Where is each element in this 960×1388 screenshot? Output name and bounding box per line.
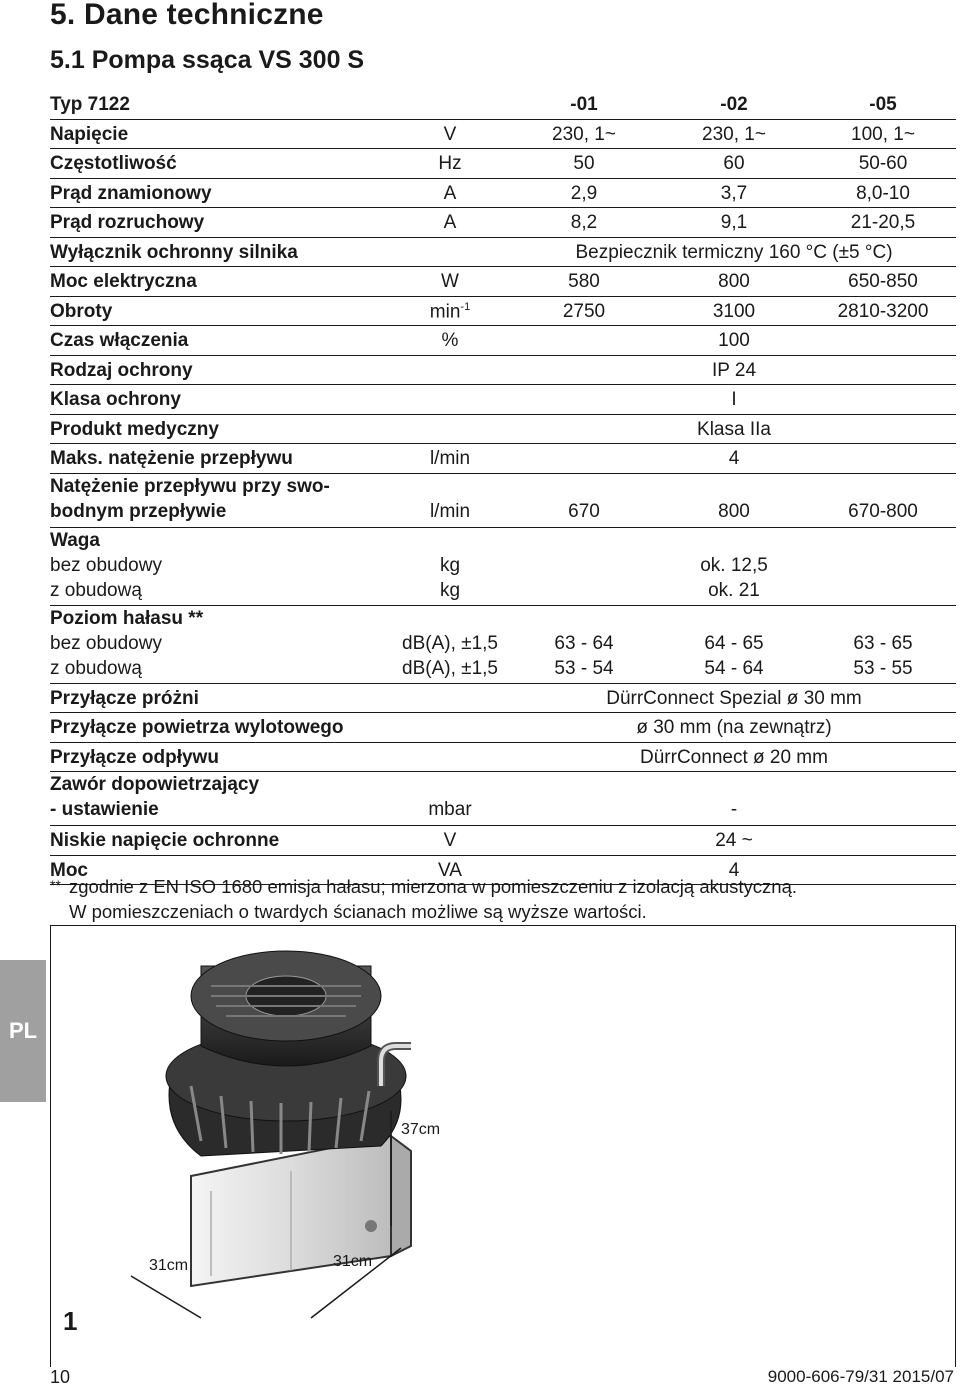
row-label: Obroty — [50, 300, 113, 322]
table-row: Zawór dopowietrzający - ustawienie mbar - — [50, 772, 956, 826]
table-row: Klasa ochrony I — [50, 385, 956, 415]
table-row: Natężenie przepływu przy swo- bodnym przepływie l/min 670 800 670-800 — [50, 474, 956, 528]
row-label: Przyłącze odpływu — [50, 746, 219, 768]
row-label: Niskie napięcie ochronne — [50, 830, 280, 851]
height-dimension-label: 37cm — [401, 1121, 441, 1138]
row-label: Przyłącze powietrza wylotowego — [50, 717, 344, 738]
sub-row-label: bez obudowy — [50, 632, 162, 654]
table-row: Przyłącze próżni DürrConnect Spezial ø 30 mm — [50, 684, 956, 714]
table-row: Obroty $\min^{-1}$ 2750 3100 2810-3200 — [50, 297, 956, 327]
row-label: Czas włączenia — [50, 330, 189, 351]
spec-table — [50, 90, 956, 885]
row-label-line1: Zawór dopowietrzający — [50, 774, 260, 795]
table-row: Częstotliwość Hz 50 60 50-60 — [50, 149, 956, 179]
header-type-label: Typ 7122 — [50, 94, 130, 115]
row-label: Moc elektryczna — [50, 271, 197, 292]
row-label-line2: - ustawienie — [50, 799, 159, 820]
language-tab: PL — [0, 960, 46, 1102]
row-label: Częstotliwość — [50, 153, 177, 174]
row-label: Maks. natężenie przepływu — [50, 448, 293, 469]
table-row: Moc elektryczna W 580 800 650-850 — [50, 267, 956, 297]
row-label-line1: Natężenie przepływu przy swo- — [50, 475, 330, 497]
page-title: 5. Dane techniczne — [50, 0, 324, 31]
figure-number: 1 — [63, 1306, 78, 1336]
pump-motor-body — [166, 951, 406, 1156]
table-row: Napięcie V 230, 1~ 230, 1~ 100, 1~ — [50, 120, 956, 150]
document-reference: 9000-606-79/31 2015/07 — [767, 1367, 954, 1386]
table-row: Przyłącze odpływu DürrConnect ø 20 mm — [50, 743, 956, 773]
table-row: Prąd rozruchowy A 8,2 9,1 21-20,5 — [50, 208, 956, 238]
footnote-line-1: zgodnie z EN ISO 1680 emisja hałasu; mierzona w pomieszczeniu z izolacją akustyczną. — [69, 876, 798, 897]
footnote — [50, 873, 797, 924]
page-number: 10 — [50, 1367, 71, 1387]
row-label: Produkt medyczny — [50, 418, 219, 440]
row-label-line2: bodnym przepływie — [50, 500, 227, 522]
row-label: Przyłącze próżni — [50, 687, 199, 709]
footnote-line-2: W pomieszczeniach o twardych ścianach możliwe są wyższe wartości. — [69, 901, 647, 922]
pump-illustration — [51, 926, 957, 1366]
table-header-row: Typ 7122 -01 -02 -05 — [50, 90, 956, 120]
group-label: Poziom hałasu ** — [50, 607, 204, 629]
row-label: Prąd znamionowy — [50, 182, 212, 204]
table-row: Czas włączenia % 100 — [50, 326, 956, 356]
table-row: Wyłącznik ochronny silnika Bezpiecznik termiczny 160 °C (±5 °C) — [50, 238, 956, 268]
figure-frame — [50, 925, 956, 1367]
section-subtitle: 5.1 Pompa ssąca VS 300 S — [50, 46, 365, 74]
row-label: Moc — [50, 859, 88, 881]
row-label: Klasa ochrony — [50, 389, 181, 410]
sub-row-label: bez obudowy — [50, 554, 162, 576]
row-label: Wyłącznik ochronny silnika — [50, 241, 298, 263]
sub-row-label: z obudową — [50, 657, 142, 679]
table-row-group: Poziom hałasu ** bez obudowy dB(A), ±1,5 63 - 64 64 - 65 63 - 65 z obudową dB(A), ±1,5 53 - 54 54 - 64 53 - 55 — [50, 606, 956, 684]
table-row: Moc VA 4 — [50, 856, 956, 886]
table-row: Prąd znamionowy A 2,9 3,7 8,0-10 — [50, 179, 956, 209]
row-label: Prąd rozruchowy — [50, 212, 205, 233]
table-row: Produkt medyczny Klasa IIa — [50, 415, 956, 445]
row-label: Rodzaj ochrony — [50, 359, 193, 381]
table-row: Przyłącze powietrza wylotowego ø 30 mm (na zewnątrz) — [50, 713, 956, 743]
depth-dimension-label: 31cm — [149, 1257, 189, 1274]
sub-row-label: z obudową — [50, 579, 142, 601]
width-dimension-label: 31cm — [333, 1253, 373, 1270]
pump-base-housing — [191, 1136, 411, 1286]
table-row: Rodzaj ochrony IP 24 — [50, 356, 956, 386]
unit-superscript: -1 — [460, 300, 471, 313]
table-row: Maks. natężenie przepływu l/min 4 — [50, 444, 956, 474]
table-row-group: Waga bez obudowy kg ok. 12,5 z obudową kg ok. 21 — [50, 528, 956, 606]
table-row: Niskie napięcie ochronne V 24 ~ — [50, 826, 956, 856]
footnote-marker: ** — [50, 877, 61, 893]
row-label: Napięcie — [50, 123, 129, 145]
group-label: Waga — [50, 529, 100, 551]
